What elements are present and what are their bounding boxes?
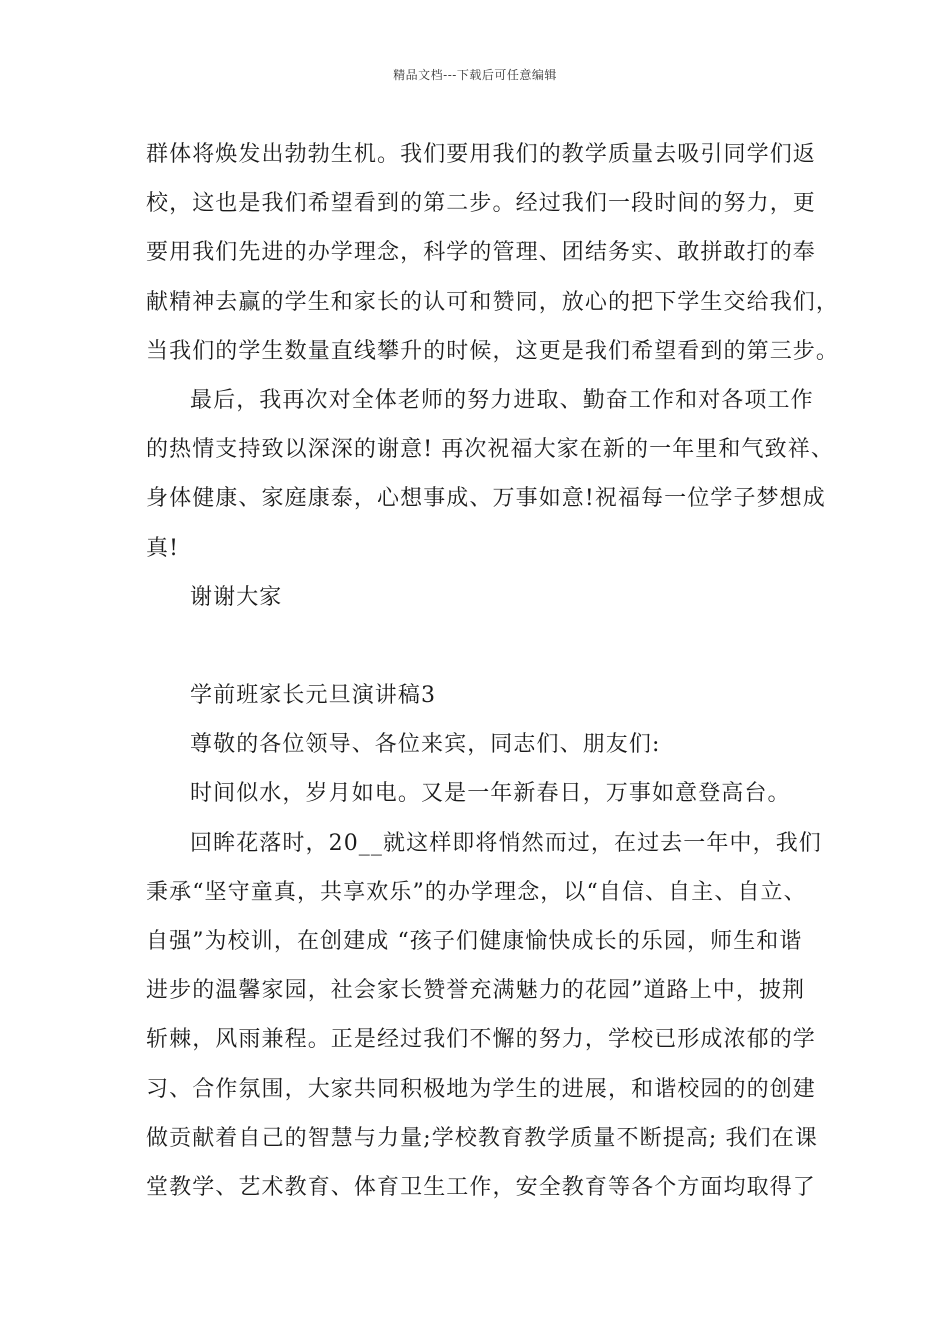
text-line: 当我们的学生数量直线攀升的时候，这更是我们希望看到的第三步。 (146, 338, 840, 364)
text-line: 的热情支持致以深深的谢意! 再次祝福大家在新的一年里和气致祥、 (146, 437, 834, 463)
text-line: 斩棘，风雨兼程。正是经过我们不懈的努力，学校已形成浓郁的学 (146, 1027, 816, 1053)
text-line: 回眸花落时，20__就这样即将悄然而过，在过去一年中，我们 (190, 830, 822, 856)
text-line: 进步的温馨家园，社会家长赞誉充满魅力的花园”道路上中，披荆 (146, 978, 806, 1004)
text-line: 谢谢大家 (190, 584, 283, 610)
text-line: 秉承“坚守童真，共享欢乐”的办学理念，以“自信、自主、自立、 (146, 879, 807, 905)
text-line: 尊敬的各位领导、各位来宾，同志们、朋友们: (190, 732, 661, 758)
document-body (146, 130, 840, 1212)
text-line: 时间似水，岁月如电。又是一年新春日，万事如意登高台。 (190, 781, 791, 807)
text-line: 要用我们先进的办学理念，科学的管理、团结务实、敢拼敢打的奉 (146, 240, 816, 266)
text-line: 身体健康、家庭康泰，心想事成、万事如意!祝福每一位学子梦想成 (146, 486, 826, 512)
section-title: 学前班家长元旦演讲稿3 (190, 683, 437, 709)
text-line: 校，这也是我们希望看到的第二步。经过我们一段时间的努力，更 (146, 191, 816, 217)
text-line: 堂教学、艺术教育、体育卫生工作，安全教育等各个方面均取得了 (146, 1174, 816, 1200)
page-header: 精品文档---下载后可任意编辑 (393, 68, 557, 82)
text-line: 真! (146, 535, 180, 561)
text-line: 最后，我再次对全体老师的努力进取、勤奋工作和对各项工作 (190, 387, 814, 413)
text-line: 群体将焕发出勃勃生机。我们要用我们的教学质量去吸引同学们返 (146, 142, 816, 167)
text-line: 自强”为校训，在创建成 “孩子们健康愉快成长的乐园，师生和谐 (146, 929, 803, 954)
blank-line (146, 622, 826, 671)
text-line: 做贡献着自己的智慧与力量;学校教育教学质量不断提高; 我们在课 (146, 1125, 818, 1151)
text-line: 献精神去赢的学生和家长的认可和赞同，放心的把下学生交给我们， (146, 289, 840, 315)
text-line: 习、合作氛围，大家共同积极地为学生的进展，和谐校园的的创建 (146, 1076, 816, 1102)
